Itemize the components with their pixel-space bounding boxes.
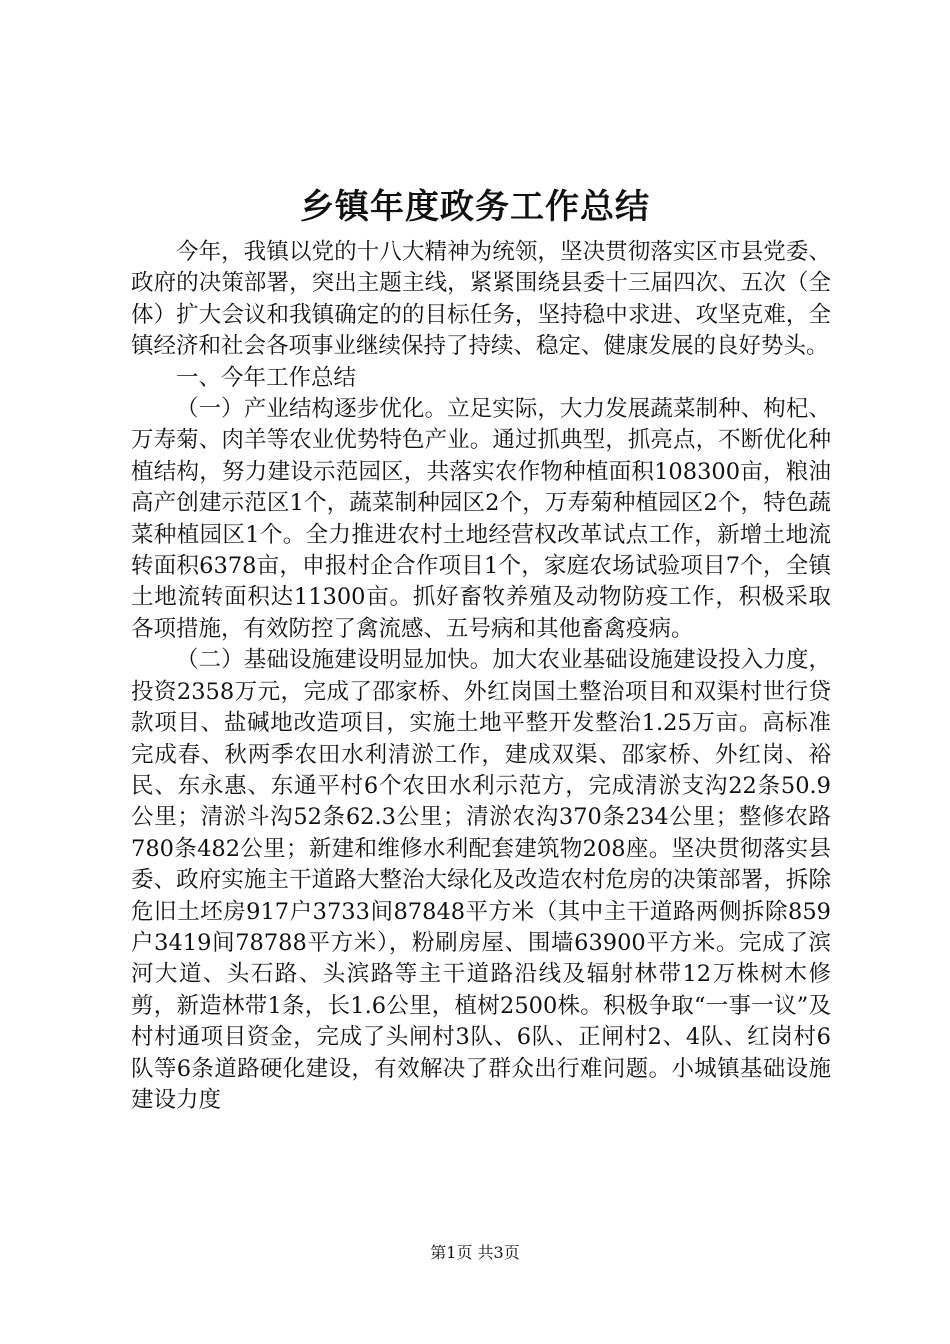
paragraph-intro: 今年，我镇以党的十八大精神为统领，坚决贯彻落实区市县党委、政府的决策部署，突出主题主线，紧紧围绕县委十三届四次、五次（全体）扩大会议和我镇确定的的目标任务，坚持稳中求进、攻坚克难，全镇经济和社会各项事业继续保持了持续、稳定、健康发展的良好势头。 xyxy=(131,239,831,360)
section-heading: 一、今年工作总结 xyxy=(176,364,357,391)
page-footer: 第1页 共3页 xyxy=(430,1243,520,1262)
document-body xyxy=(131,237,831,1116)
document-title: 乡镇年度政务工作总结 xyxy=(300,187,650,227)
paragraph-industry: （一）产业结构逐步优化。立足实际，大力发展蔬菜制种、枸杞、万寿菊、肉羊等农业优势特色产业。通过抓典型，抓亮点，不断优化种植结构，努力建设示范园区，共落实农作物种植面积108300亩，粮油高产创建示范区1个，蔬菜制种园区2个，万寿菊种植园区2个，特色蔬菜种植园区1个。全力推进农村土地经营权改革试点工作，新增土地流转面积6378亩，申报村企合作项目1个，家庭农场试验项目7个，全镇土地流转面积达11300亩。抓好畜牧养殖及动物防疫工作，积极采取各项措施，有效防控了禽流感、五号病和其他畜禽疫病。 xyxy=(131,396,831,642)
paragraph-infrastructure: （二）基础设施建设明显加快。加大农业基础设施建设投入力度，投资2358万元，完成了邵家桥、外红岗国土整治项目和双渠村世行贷款项目、盐碱地改造项目，实施土地平整开发整治1.25万亩。高标准完成春、秋两季农田水利清淤工作，建成双渠、邵家桥、外红岗、裕民、东永惠、东通平村6个农田水利示范方，完成清淤支沟22条50.9公里；清淤斗沟52条62.3公里；清淤农沟370条234公里；整修农路780条482公里；新建和维修水利配套建筑物208座。坚决贯彻落实县委、政府实施主干道路大整治大绿化及改造农村危房的决策部署，拆除危旧土坯房917户3733间87848平方米（其中主干道路两侧拆除859户3419间78788平方米），粉刷房屋、围墙63900平方米。完成了滨河大道、头石路、头滨路等主干道路沿线及辐射林带12万株树木修剪，新造林带1条，长1.6公里，植树2500株。积极争取“一事一议”及村村通项目资金，完成了头闸村3队、6队、正闸村2、4队、红岗村6队等6条道路硬化建设，有效解决了群众出行难问题。小城镇基础设施建设力度 xyxy=(131,647,831,1113)
